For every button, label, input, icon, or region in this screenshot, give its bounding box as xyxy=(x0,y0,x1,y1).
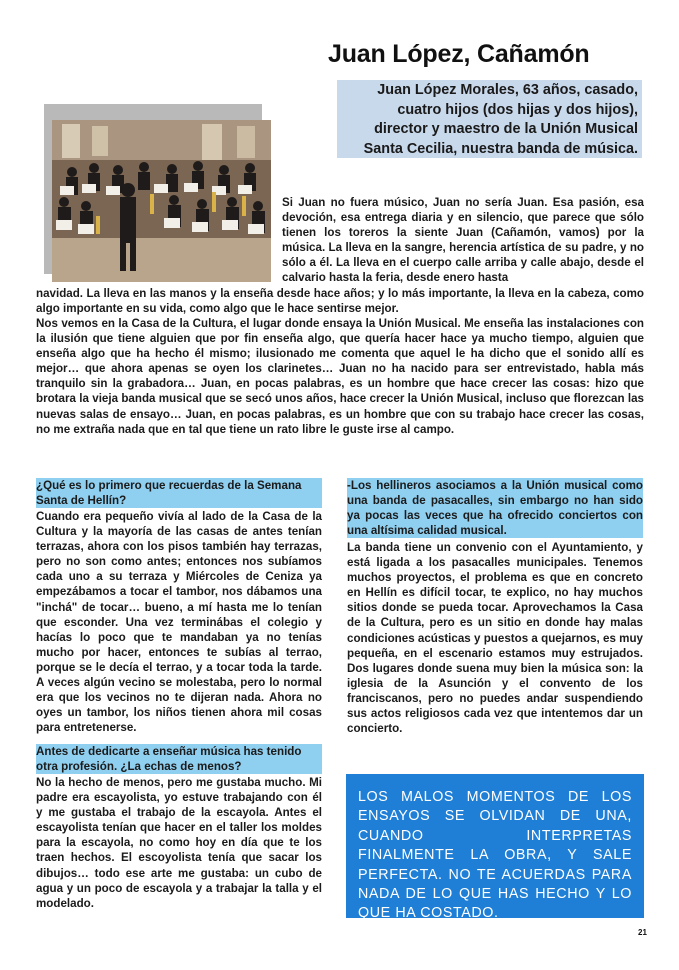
interview-answer-3: La banda tiene un convenio con el Ayuntamiento, y está ligada a los pasacalles municipales. Tenemos muchos proyectos, el problema es que en concreto en Hellín es difícil tocar, te explico, no hay muchos sitios donde se pueda tocar. Aprovechamos la Casa de la Cultura, pero es un sitio en donde hay malas condiciones acústicas y puestos a quejarnos, es muy pequeña, en el escenario estamos muy estrujados. Dos lugares donde suena muy bien la música son: la iglesia de la Asunción y el convento de los franciscanos, pero no puedes andar suspendiendo sus actos religiosos cada vez que intentemos dar un concierto. xyxy=(347,541,643,736)
band-rehearsal-photo xyxy=(52,120,271,282)
interview-question-3: -Los hellineros asociamos a la Unión musical como una banda de pasacalles, sin embargo no han sido ya pocas las veces que ha ofrecido conciertos con una altísima calidad musical. xyxy=(347,479,643,538)
interview-question-2: Antes de dedicarte a enseñar música has tenido otra profesión. ¿La echas de menos? xyxy=(36,744,322,774)
intro-paragraph-part3: Nos vemos en la Casa de la Cultura, el lugar donde ensaya la Unión Musical. Me enseña las instalaciones con la ilusión que tiene alguien que por fin enseña algo, que quería hacer hace ya mucho tiempo, alguien que enseña algo que ha hecho él mismo; ilusionado me comenta que aquel le ha dicho que el sonido allí es mejor… que ahora apenas se oyen los clarinetes… Juan no ha nacido para ser entrevistado, habla más tranquilo sin la grabadora… Juan, en pocas palabras, es un hombre que hace crecer las cosas: hizo que brotara la vieja banda musical que se secó unos años, hace crecer la Unión Musical, incluso que florezcan las nuevas salas de ensayo… Juan, en pocas palabras, es un hombre que con su trabajo hace crecer las cosas, no me extraña nada que en tal que tiene un rato libre le guste irse al campo. xyxy=(36,317,644,436)
interview-answer-2: No la hecho de menos, pero me gustaba mucho. Mi padre era escayolista, yo estuve trabajando con él y me gustaba el trabajo de la escayola. Antes el escayolista tenían que hacer en el taller los moldes para la escayola, no como hoy en día que te los traen hechos. El escoyolista tenía que sacar los dibujos… todo ese arte me gustaba: un cubo de agua y un poco de escayola y a trabajar la talla y el modelado. xyxy=(36,776,322,910)
intro-paragraph-part2: navidad. La lleva en las manos y la enseña desde hace años; y lo más importante, la lleva en la cabeza, como algo importante en su vida, como algo que le hace sentirse mejor. xyxy=(36,287,644,316)
article-title: Juan López, Cañamón xyxy=(328,40,590,68)
pull-quote-box xyxy=(346,774,644,922)
intro-paragraph-part1: Si Juan no fuera músico, Juan no sería Juan. Esa pasión, esa devoción, esa entrega diaria y en silencio, que parece que sólo tienen los toreros la siente Juan (Cañamón, vamos) por la música. La lleva en la sangre, herencia artística de su padre, y no sólo a él. La lleva en el cuerpo calle arriba y calle abajo, desde el calvario hasta la feria, desde enero hasta xyxy=(282,196,644,285)
band-photo-illustration xyxy=(52,120,271,282)
interview-question-1: ¿Qué es lo primero que recuerdas de la Semana Santa de Hellín? xyxy=(36,478,322,508)
interview-answer-1: Cuando era pequeño vivía al lado de la Casa de la Cultura y la mayoría de las casas de antes tenían terrazas, ahora con los pisos también hay terrazas, pero no son como antes; entonces nos subíamos cada uno a su terraza y Miércoles de Ceniza ya empezábamos a tocar el tambor, nos dábamos una "inchá" de tocar… bueno, a mí hasta me lo tenían que esconder. Una vez terminábas el colegio y hacías lo poco que te mandaban ya no tenías mucho por hacer, entonces te subías al terrao, porque se le decía el terrao, y a tocar toda la tarde. A veces algún vecino se molestaba, pero lo normal era que los vecinos no te dijeran nada. Ahora no oyes un tambor, los niños tienen ahora mil cosas para entretenerse. xyxy=(36,510,322,735)
pull-quote-text: LOS MALOS MOMENTOS DE LOS ENSAYOS SE OLVIDAN DE UNA, CUANDO INTERPRETAS FINALMENTE LA OBRA, Y SALE PERFECTA. NO TE ACUERDAS PARA NADA DE LO QUE HAS HECHO Y LO QUE HA COSTADO. xyxy=(358,789,632,922)
article-subtitle: Juan López Morales, 63 años, casado, cuatro hijos (dos hijas y dos hijos), director y maestro de la Unión Musical Santa Cecilia, nuestra banda de música. xyxy=(337,80,642,158)
page-number: 21 xyxy=(638,928,647,937)
